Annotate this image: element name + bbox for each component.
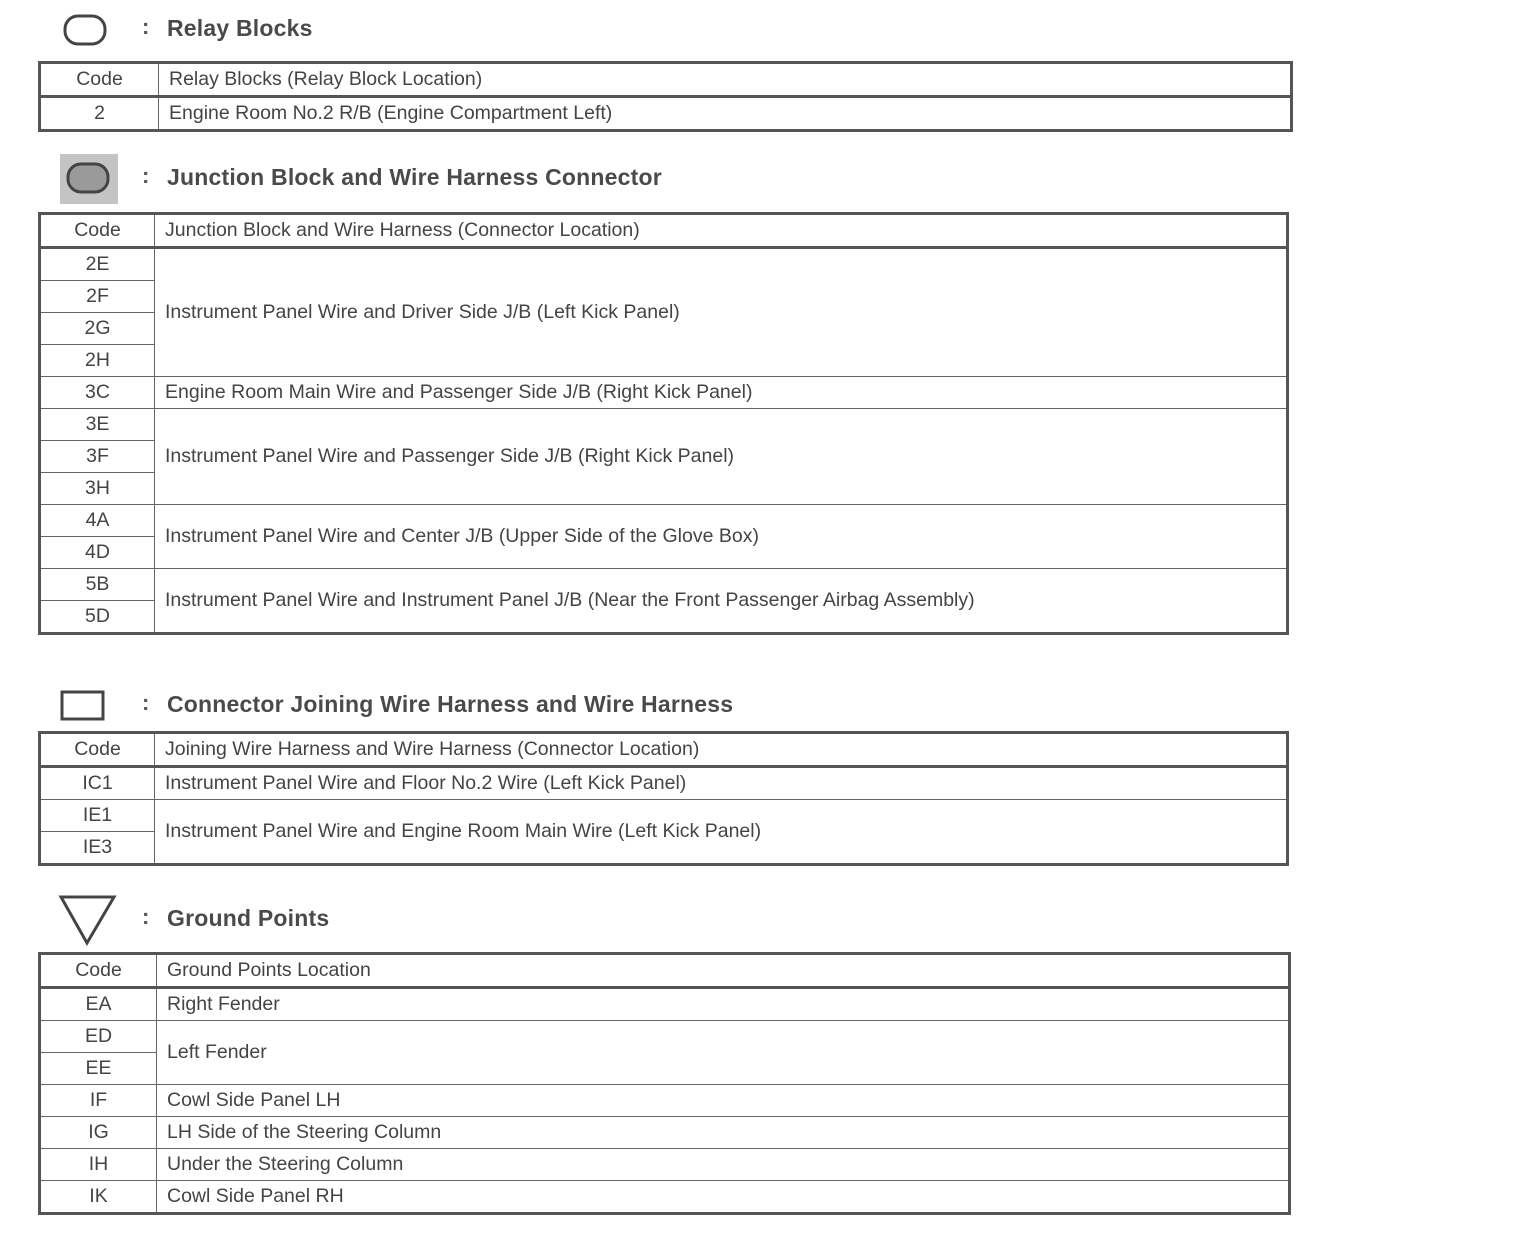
- code-cell: 2E: [40, 248, 155, 281]
- relay-blocks-table: [38, 61, 1293, 132]
- code-cell: IE1: [40, 800, 155, 832]
- code-column-header: Code: [40, 63, 159, 97]
- location-cell: Under the Steering Column: [157, 1149, 1290, 1181]
- location-cell: Instrument Panel Wire and Driver Side J/B (Left Kick Panel): [155, 248, 1288, 377]
- heading-colon: :: [142, 690, 150, 715]
- location-cell: Instrument Panel Wire and Instrument Panel J/B (Near the Front Passenger Airbag Assembly): [155, 569, 1288, 634]
- location-column-header: Junction Block and Wire Harness (Connector Location): [155, 214, 1288, 248]
- location-cell: Right Fender: [157, 988, 1290, 1021]
- ground-points-table: [38, 952, 1291, 1215]
- code-cell: 3H: [40, 473, 155, 505]
- table-row: [40, 767, 1288, 800]
- heading-colon: :: [142, 14, 150, 39]
- table-header-row: [40, 733, 1288, 767]
- location-cell: Instrument Panel Wire and Passenger Side J/B (Right Kick Panel): [155, 409, 1288, 505]
- junction-block-heading: [0, 152, 1300, 202]
- code-cell: IC1: [40, 767, 155, 800]
- junction-block-table: [38, 212, 1289, 635]
- code-cell: IF: [40, 1085, 157, 1117]
- rectangle-icon: [56, 680, 120, 730]
- table-row: [40, 1149, 1290, 1181]
- code-cell: IG: [40, 1117, 157, 1149]
- code-cell: 4A: [40, 505, 155, 537]
- code-cell: ED: [40, 1021, 157, 1053]
- table-header-row: [40, 214, 1288, 248]
- table-row: [40, 377, 1288, 409]
- code-column-header: Code: [40, 954, 157, 988]
- code-cell: EA: [40, 988, 157, 1021]
- code-cell: EE: [40, 1053, 157, 1085]
- location-cell: Engine Room Main Wire and Passenger Side J/B (Right Kick Panel): [155, 377, 1288, 409]
- location-cell: Left Fender: [157, 1021, 1290, 1085]
- location-column-header: Ground Points Location: [157, 954, 1290, 988]
- table-row: [40, 1021, 1290, 1053]
- shaded-rounded-rectangle-icon: [56, 152, 120, 202]
- rounded-rectangle-icon: [56, 4, 120, 54]
- table-row: [40, 1117, 1290, 1149]
- location-cell: LH Side of the Steering Column: [157, 1117, 1290, 1149]
- section-title: Ground Points: [167, 905, 330, 931]
- table-row: [40, 569, 1288, 601]
- code-cell: 5B: [40, 569, 155, 601]
- location-cell: Instrument Panel Wire and Floor No.2 Wire (Left Kick Panel): [155, 767, 1288, 800]
- section-title: Relay Blocks: [167, 15, 313, 41]
- code-cell: 3E: [40, 409, 155, 441]
- table-row: [40, 988, 1290, 1021]
- code-cell: 2G: [40, 313, 155, 345]
- table-row: [40, 1181, 1290, 1214]
- table-header-row: [40, 954, 1290, 988]
- table-row: [40, 97, 1292, 131]
- code-cell: IH: [40, 1149, 157, 1181]
- heading-colon: :: [142, 163, 150, 188]
- table-row: [40, 409, 1288, 441]
- location-column-header: Joining Wire Harness and Wire Harness (Connector Location): [155, 733, 1288, 767]
- table-row: [40, 800, 1288, 832]
- code-cell: 3F: [40, 441, 155, 473]
- code-cell: IE3: [40, 832, 155, 865]
- location-cell: Instrument Panel Wire and Engine Room Main Wire (Left Kick Panel): [155, 800, 1288, 865]
- location-cell: Cowl Side Panel LH: [157, 1085, 1290, 1117]
- relay-blocks-heading: [0, 4, 1300, 54]
- section-title: Connector Joining Wire Harness and Wire Harness: [167, 691, 734, 717]
- heading-colon: :: [142, 904, 150, 929]
- connector-heading: [0, 680, 1300, 730]
- code-cell: 5D: [40, 601, 155, 634]
- section-title: Junction Block and Wire Harness Connector: [167, 164, 662, 190]
- code-cell: 2: [40, 97, 159, 131]
- table-header-row: [40, 63, 1292, 97]
- table-row: [40, 248, 1288, 281]
- code-cell: 2F: [40, 281, 155, 313]
- code-column-header: Code: [40, 214, 155, 248]
- table-row: [40, 505, 1288, 537]
- location-cell: Instrument Panel Wire and Center J/B (Upper Side of the Glove Box): [155, 505, 1288, 569]
- table-row: [40, 1085, 1290, 1117]
- code-cell: 3C: [40, 377, 155, 409]
- code-column-header: Code: [40, 733, 155, 767]
- code-cell: IK: [40, 1181, 157, 1214]
- code-cell: 4D: [40, 537, 155, 569]
- location-cell: Engine Room No.2 R/B (Engine Compartment Left): [159, 97, 1292, 131]
- ground-points-heading: [0, 893, 1300, 943]
- location-cell: Cowl Side Panel RH: [157, 1181, 1290, 1214]
- location-column-header: Relay Blocks (Relay Block Location): [159, 63, 1292, 97]
- down-triangle-icon: [56, 893, 120, 943]
- connector-table: [38, 731, 1289, 866]
- code-cell: 2H: [40, 345, 155, 377]
